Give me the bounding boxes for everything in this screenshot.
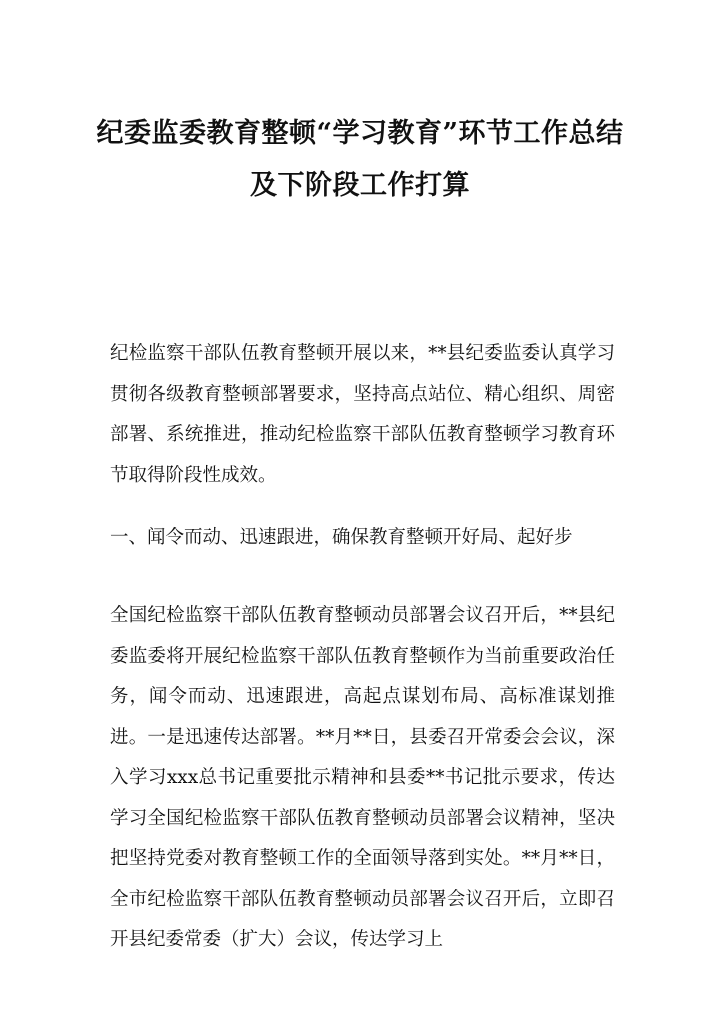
section-body-paragraph: 全国纪检监察干部队伍教育整顿动员部署会议召开后，**县纪委监委将开展纪检监察干部队伍教育整顿作为当前重要政治任务，闻令而动、迅速跟进，高起点谋划布局、高标准谋划推进。一是迅速传达部署。**月**日，县委召开常委会会议，深入学习xxx总书记重要批示精神和县委**书记批示要求，传达学习全国纪检监察干部队伍教育整顿动员部署会议精神，坚决把坚持党委对教育整顿工作的全面领导落到实处。**月**日，全市纪检监察干部队伍教育整顿动员部署会议召开后，立即召开县纪委常委（扩大）会议，传达学习上 [110, 605, 615, 950]
intro-paragraph: 纪检监察干部队伍教育整顿开展以来，**县纪委监委认真学习贯彻各级教育整顿部署要求，坚持高点站位、精心组织、周密部署、系统推进，推动纪检监察干部队伍教育整顿学习教育环节取得阶段性成效。 [110, 343, 615, 486]
section-heading: 一、闻令而动、迅速跟进，确保教育整顿开好局、起好步 [110, 527, 573, 548]
document-title: 纪委监委教育整顿“学习教育”环节工作总结及下阶段工作打算 [96, 118, 624, 201]
